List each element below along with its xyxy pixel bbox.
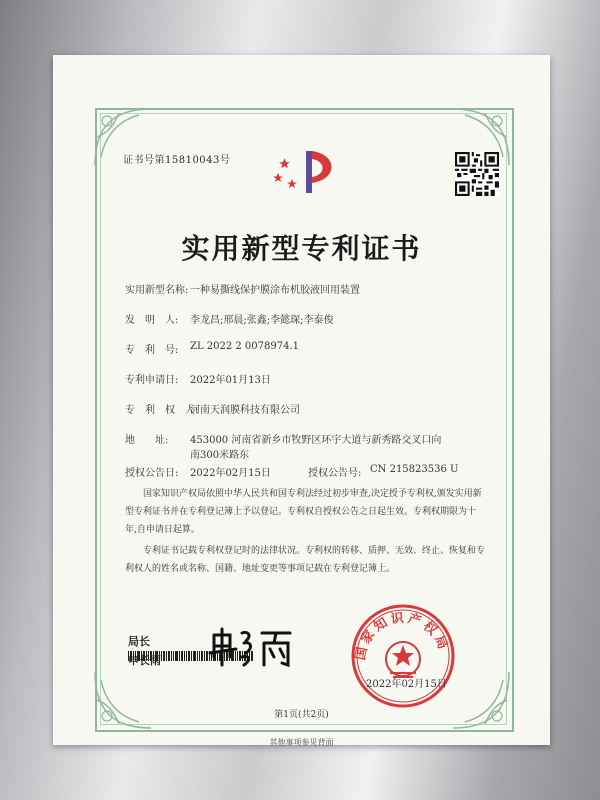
field-label-name: 实用新型名称: — [125, 285, 189, 296]
chief-name: 申长雨 — [128, 654, 161, 667]
field-value-patent-no: ZL 2022 2 0078974.1 — [190, 341, 300, 352]
patent-emblem-icon — [268, 143, 343, 198]
field-value-address-line2: 南300米路东 — [190, 450, 250, 461]
field-label-patentee: 专 利 权 人: — [125, 405, 199, 416]
chief-title: 局长 — [128, 635, 150, 648]
certificate-title: 实用新型专利证书 — [181, 232, 422, 265]
field-label-application-date: 专利申请日: — [125, 375, 179, 386]
field-value-grant-date: 2022年02月15日 — [190, 468, 271, 479]
footer-note: 其他事项参见背面 — [269, 738, 334, 747]
field-label-patent-no: 专 利 号: — [125, 345, 179, 356]
field-value-name: 一种易撕线保护膜涂布机胶液回用装置 — [190, 285, 360, 296]
corner-ornament-icon — [451, 670, 511, 730]
field-value-address: 453000 河南省新乡市牧野区环宇大道与新秀路交叉口向 — [190, 435, 442, 446]
field-label-grant-date: 授权公告日: — [125, 468, 179, 479]
field-value-grant-no: CN 215823536 U — [370, 464, 459, 475]
qr-code-icon — [455, 152, 499, 196]
field-label-grant-no: 授权公告号: — [308, 468, 362, 479]
seal-date: 2022年02月15日 — [366, 679, 447, 690]
field-label-address: 地 址: — [125, 435, 169, 446]
field-label-inventor: 发 明 人: — [125, 315, 179, 326]
signature-icon — [208, 625, 293, 670]
notice-paragraph: 专利证书记载专利权登记时的法律状况。专利权的转移、质押、无效、终止、恢复和专利权人的姓名或名称、国籍、地址变更等事项记载在专利登记簿上。 — [125, 546, 486, 574]
svg-text:国家知识产权局: 国家知识产权局 — [353, 610, 452, 662]
official-seal-icon — [348, 601, 458, 711]
page-number: 第1页(共2页) — [274, 710, 329, 720]
certificate-paper — [53, 55, 550, 745]
certificate-number: 证书号第15810043号 — [123, 155, 231, 166]
statement-paragraph: 国家知识产权局依照中华人民共和国专利法经过初步审查,决定授予专利权,颁发实用新型专利证书并在专利登记簿上予以登记。专利权自授权公告之日起生效。专利权期限为十年,自申请日起算。 — [125, 489, 482, 535]
field-value-inventor: 李龙昌;邢晨;张鑫;李懿琛;李泰俊 — [190, 315, 334, 326]
field-value-application-date: 2022年01月13日 — [190, 375, 271, 386]
corner-ornament-icon — [93, 670, 153, 730]
field-value-patentee: 河南天润膜科技有限公司 — [190, 405, 300, 416]
